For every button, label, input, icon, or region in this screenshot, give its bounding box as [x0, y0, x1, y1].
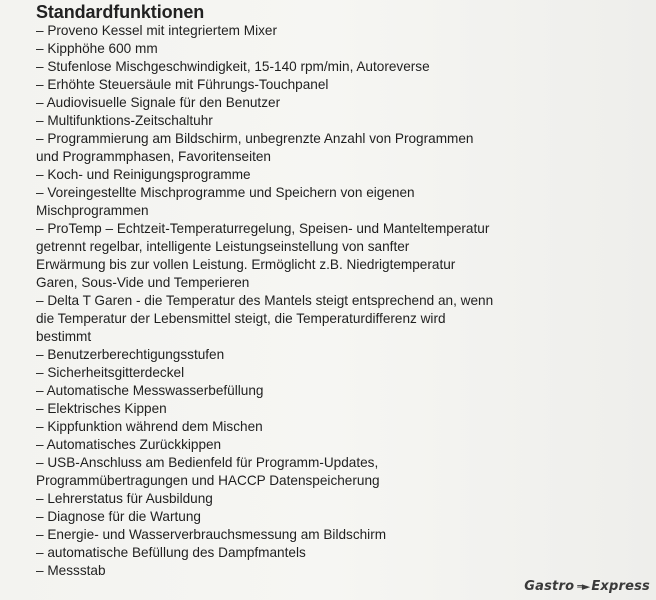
feature-line: – Kippfunktion während dem Mischen — [36, 419, 263, 434]
feature-line: – Audiovisuelle Signale für den Benutzer — [36, 95, 281, 110]
feature-line: – USB-Anschluss am Bedienfeld für Programm-Updates, — [36, 455, 379, 470]
feature-line: – Erhöhte Steuersäule mit Führungs-Touchpanel — [36, 77, 329, 92]
feature-line: – Automatische Messwasserbefüllung — [36, 383, 264, 398]
feature-line: – Kipphöhe 600 mm — [36, 41, 158, 56]
document-title: Standardfunktionen — [36, 2, 205, 22]
feature-line: – Benutzerberechtigungsstufen — [36, 347, 225, 362]
feature-line: – Energie- und Wasserverbrauchsmessung am Bildschirm — [36, 527, 387, 542]
feature-line: – automatische Befüllung des Dampfmantels — [36, 545, 306, 560]
feature-line: Garen, Sous-Vide und Temperieren — [36, 275, 250, 290]
feature-line: – Programmierung am Bildschirm, unbegrenzte Anzahl von Programmen — [36, 131, 474, 146]
feature-line: – Diagnose für die Wartung — [36, 509, 201, 524]
feature-line: – ProTemp – Echtzeit-Temperaturregelung, Speisen- und Manteltemperatur — [36, 221, 490, 236]
feature-line: die Temperatur der Lebensmittel steigt, die Temperaturdifferenz wird — [36, 311, 446, 326]
feature-line: bestimmt — [36, 329, 92, 344]
feature-line: – Koch- und Reinigungsprogramme — [36, 167, 251, 182]
feature-line: Programmübertragungen und HACCP Datenspeicherung — [36, 473, 380, 488]
arrow-icon: ═► — [577, 580, 589, 593]
feature-list — [36, 22, 638, 580]
feature-line: – Delta T Garen - die Temperatur des Mantels steigt entsprechend an, wenn — [36, 293, 494, 308]
feature-line: – Elektrisches Kippen — [36, 401, 167, 416]
feature-line: – Multifunktions-Zeitschaltuhr — [36, 113, 213, 128]
feature-line: Mischprogrammen — [36, 203, 149, 218]
feature-line: – Stufenlose Mischgeschwindigkeit, 15-140 rpm/min, Autoreverse — [36, 59, 430, 74]
feature-line: – Messstab — [36, 563, 106, 578]
feature-line: und Programmphasen, Favoritenseiten — [36, 149, 271, 164]
feature-line: – Proveno Kessel mit integriertem Mixer — [36, 23, 277, 38]
watermark-part-1: Gastro — [524, 579, 575, 594]
feature-line: – Sicherheitsgitterdeckel — [36, 365, 185, 380]
gastro-express-watermark — [524, 579, 650, 594]
feature-line: – Lehrerstatus für Ausbildung — [36, 491, 213, 506]
watermark-part-2: Express — [591, 579, 650, 594]
feature-line: getrennt regelbar, intelligente Leistungseinstellung von sanfter — [36, 239, 410, 254]
feature-line: – Voreingestellte Mischprogramme und Speichern von eigenen — [36, 185, 415, 200]
feature-line: – Automatisches Zurückkippen — [36, 437, 222, 452]
feature-line: Erwärmung bis zur vollen Leistung. Ermöglicht z.B. Niedrigtemperatur — [36, 257, 456, 272]
